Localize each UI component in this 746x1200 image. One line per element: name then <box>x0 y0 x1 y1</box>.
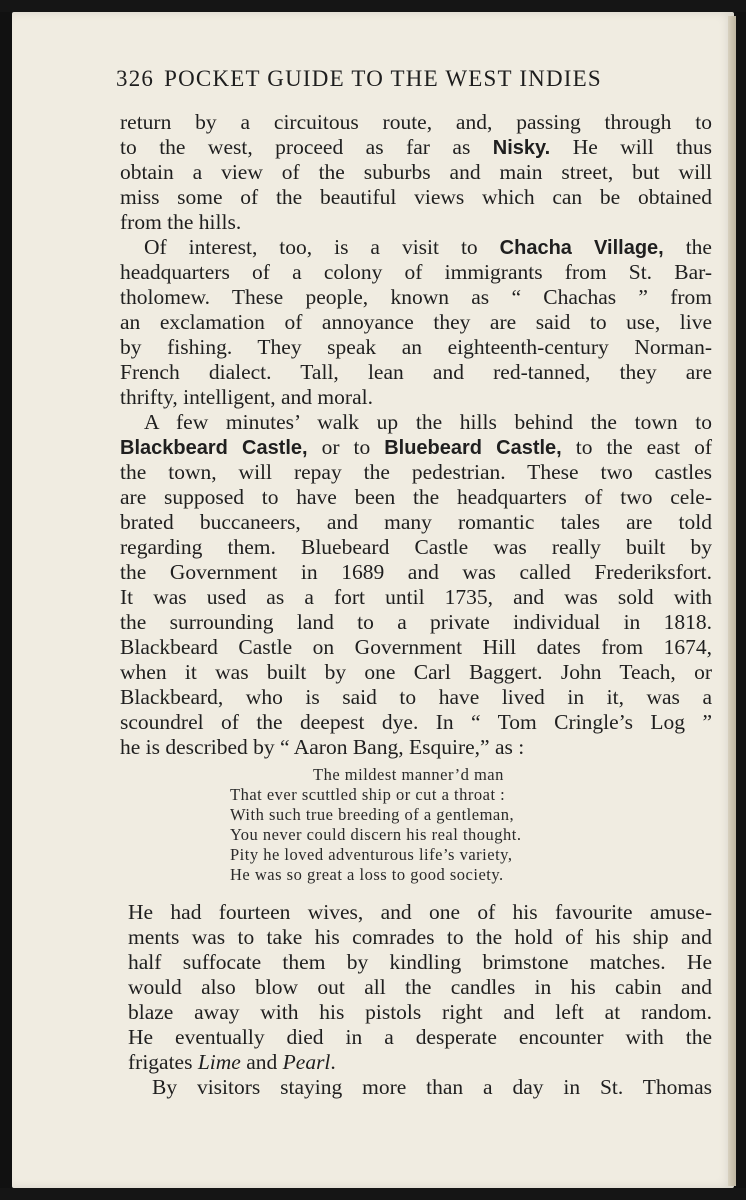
text-line: half suffocate them by kindling brimstone matches. He <box>128 950 712 974</box>
text-line: tholomew. These people, known as “ Chachas ” from <box>120 285 712 309</box>
text-line: He eventually died in a desperate encounter with the <box>128 1025 712 1049</box>
place-name-bold: Chacha Village, <box>499 237 664 259</box>
text-line: obtain a view of the suburbs and main street, but will <box>120 160 712 184</box>
text-line: Of interest, too, is a visit to Chacha Village, the <box>144 235 712 259</box>
running-title: POCKET GUIDE TO THE WEST INDIES <box>164 66 602 91</box>
text-line: scoundrel of the deepest dye. In “ Tom Cringle’s Log ” <box>120 710 712 734</box>
text-line: an exclamation of annoyance they are said to use, live <box>120 310 712 334</box>
text-line: regarding them. Bluebeard Castle was really built by <box>120 535 712 559</box>
text-line: It was used as a fort until 1735, and was sold with <box>120 585 712 609</box>
text-line: the Government in 1689 and was called Frederiksfort. <box>120 560 712 584</box>
verse-line: Pity he loved adventurous life’s variety, <box>230 845 513 864</box>
text-line: thrifty, intelligent, and moral. <box>120 385 373 409</box>
text-line: blaze away with his pistols right and left at random. <box>128 1000 712 1024</box>
text-line: from the hills. <box>120 210 242 234</box>
ship-name-italic: Pearl <box>282 1050 331 1074</box>
place-name-bold: Nisky. <box>492 137 551 159</box>
text-line: miss some of the beautiful views which can be obtained <box>120 185 712 209</box>
text-line: are supposed to have been the headquarters of two cele- <box>120 485 712 509</box>
text-line: French dialect. Tall, lean and red-tanned, they are <box>120 360 712 384</box>
page-edge-shadow <box>728 16 736 1186</box>
text-line: return by a circuitous route, and, passing through to <box>120 110 712 134</box>
scan-top-border <box>0 0 746 12</box>
verse-line: That ever scuttled ship or cut a throat : <box>230 785 506 804</box>
text-line: headquarters of a colony of immigrants from St. Bar- <box>120 260 712 284</box>
verse-line: The mildest manner’d man <box>313 765 504 784</box>
ship-name-italic: Lime <box>197 1050 241 1074</box>
text-line: when it was built by one Carl Baggert. John Teach, or <box>120 660 712 684</box>
text-line: He had fourteen wives, and one of his favourite amuse- <box>128 900 712 924</box>
running-header <box>116 66 716 92</box>
text-line: the town, will repay the pedestrian. These two castles <box>120 460 712 484</box>
text-line: he is described by “ Aaron Bang, Esquire,” as : <box>120 735 525 759</box>
place-name-bold: Bluebeard Castle, <box>384 437 562 459</box>
text-line: ments was to take his comrades to the hold of his ship and <box>128 925 712 949</box>
text-line: A few minutes’ walk up the hills behind the town to <box>144 410 712 434</box>
page-number: 326 <box>116 66 155 91</box>
text-line: Blackbeard Castle on Government Hill dates from 1674, <box>120 635 712 659</box>
text-line: by fishing. They speak an eighteenth-century Norman- <box>120 335 712 359</box>
text-line: to the west, proceed as far as Nisky. He will thus <box>120 135 712 159</box>
text-line: frigates Lime and Pearl. <box>128 1050 336 1074</box>
text-line: the surrounding land to a private individual in 1818. <box>120 610 712 634</box>
text-line: would also blow out all the candles in his cabin and <box>128 975 712 999</box>
text-line: By visitors staying more than a day in St. Thomas <box>152 1075 712 1099</box>
text-line: Blackbeard Castle, or to Bluebeard Castle, to the east of <box>120 435 713 459</box>
text-line: Blackbeard, who is said to have lived in it, was a <box>120 685 712 709</box>
verse-line: You never could discern his real thought. <box>230 825 522 844</box>
text-line: brated buccaneers, and many romantic tales are told <box>120 510 712 534</box>
scan-bottom-border <box>0 1188 746 1200</box>
verse-line: With such true breeding of a gentleman, <box>230 805 515 824</box>
verse-line: He was so great a loss to good society. <box>230 865 504 884</box>
place-name-bold: Blackbeard Castle, <box>120 437 308 459</box>
